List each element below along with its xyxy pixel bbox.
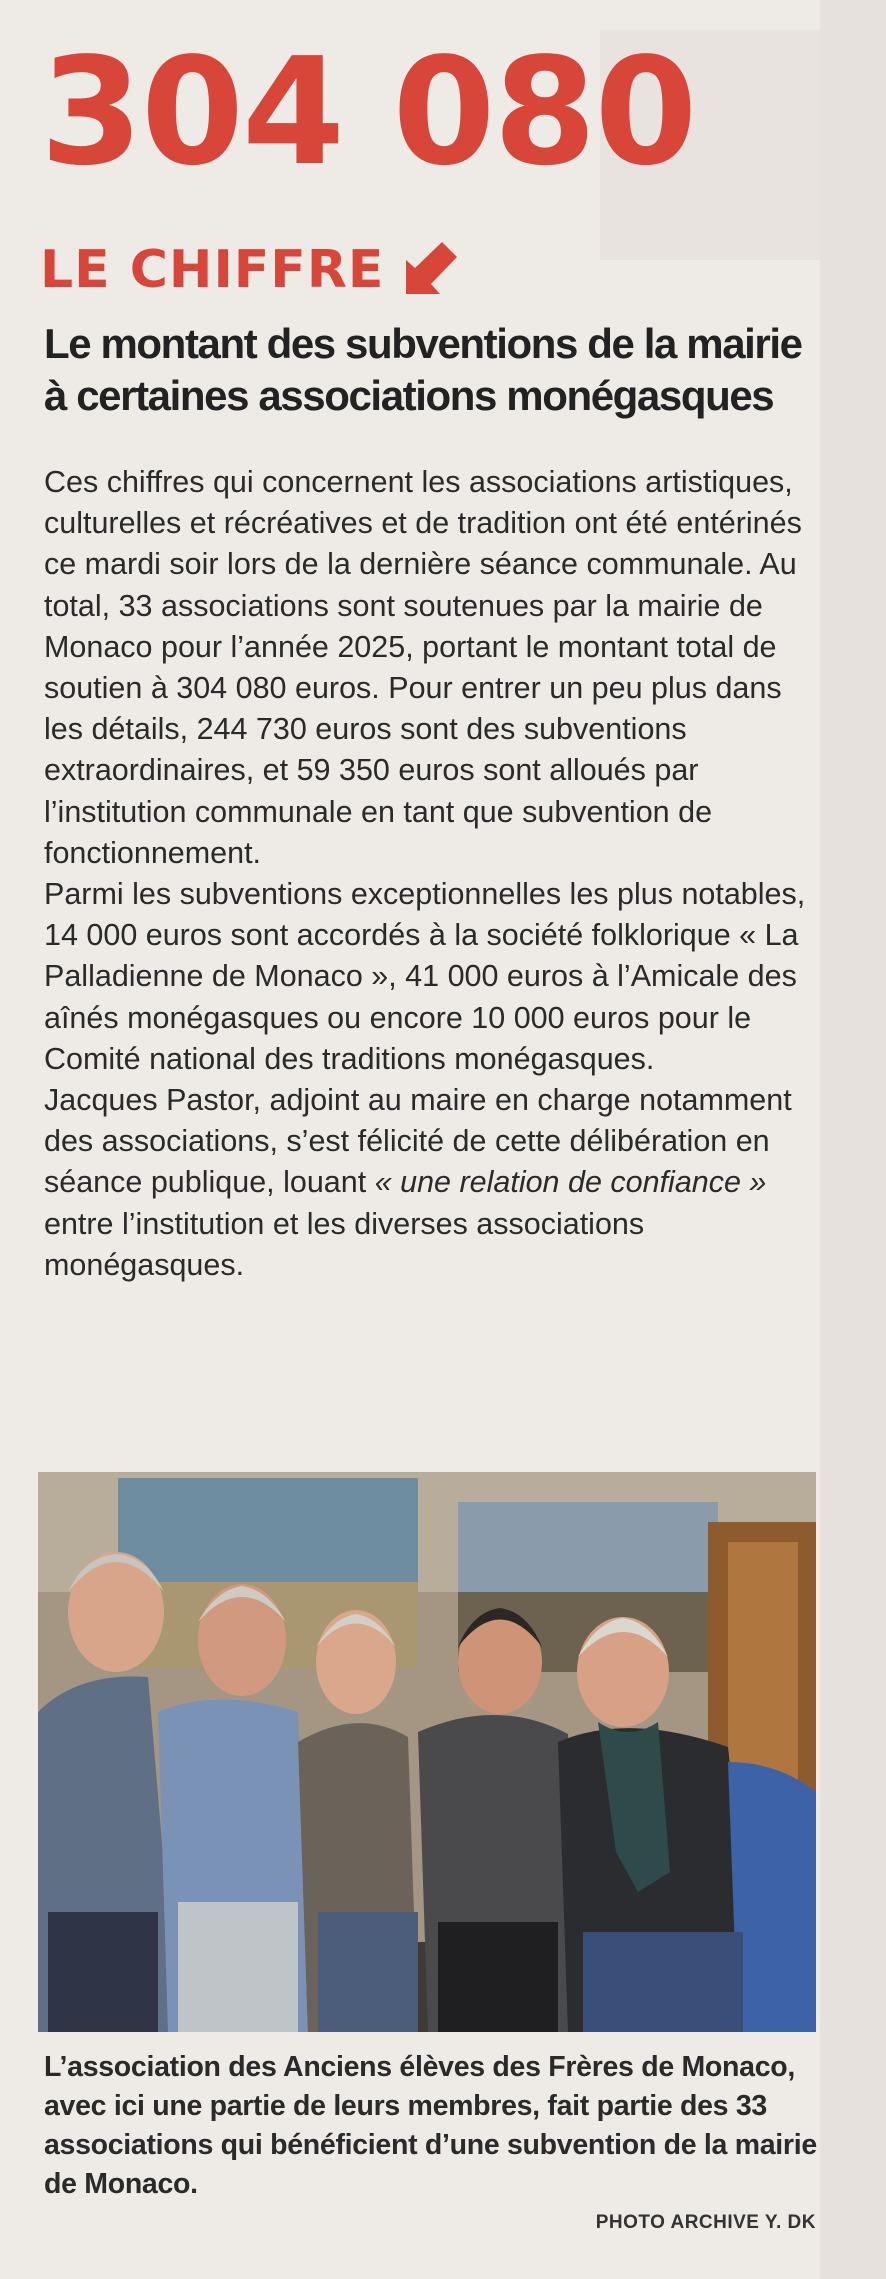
arrow-down-left-icon (398, 238, 462, 302)
photo-caption: L’association des Anciens élèves des Frères de Monaco, avec ici une partie de leurs membres, fait partie des 33 associations qui bénéficient d’une subvention de la mairie de Monaco. (44, 2051, 817, 2200)
paragraph-3 (44, 1080, 814, 1286)
page-margin-bleed (820, 0, 886, 2279)
key-figure: 304 080 (40, 26, 696, 198)
paragraph-1: Ces chiffres qui concernent les associations artistiques, culturelles et récréatives et de tradition ont été entérinés ce mardi soir lors de la dernière séance communale. Au total, 33 associations sont soutenues par la mairie de Monaco pour l’année 2025, portant le montant total de soutien à 304 080 euros. Pour entrer un peu plus dans les détails, 244 730 euros sont des subventions extraordinaires, et 59 350 euros sont alloués par l’institution communale en tant que subvention de fonctionnement. (44, 465, 802, 870)
quote: « une relation de confiance » (374, 1165, 767, 1200)
article-headline: Le montant des subventions de la mairie à certaines associations monégasques (44, 320, 802, 419)
photo-credit: PHOTO ARCHIVE Y. DK (595, 2212, 816, 2233)
group-photo-illustration (38, 1472, 816, 2032)
kicker-label: LE CHIFFRE (40, 240, 385, 300)
paragraph-3-start: Jacques Pastor, adjoint au maire en charge notamment des associations, s’est félicité de cette délibération en séance publique, louant (44, 1083, 792, 1200)
article-body (44, 462, 814, 1286)
kicker (40, 240, 462, 300)
paragraph-3-end: entre l’institution et les diverses associations monégasques. (44, 1206, 645, 1282)
paragraph-2: Parmi les subventions exceptionnelles les plus notables, 14 000 euros sont accordés à la société folklorique « La Palladienne de Monaco », 41 000 euros à l’Amicale des aînés monégasques ou encore 10 000 euros pour le Comité national des traditions monégasques. (44, 877, 806, 1076)
group-photo (38, 1472, 816, 2032)
